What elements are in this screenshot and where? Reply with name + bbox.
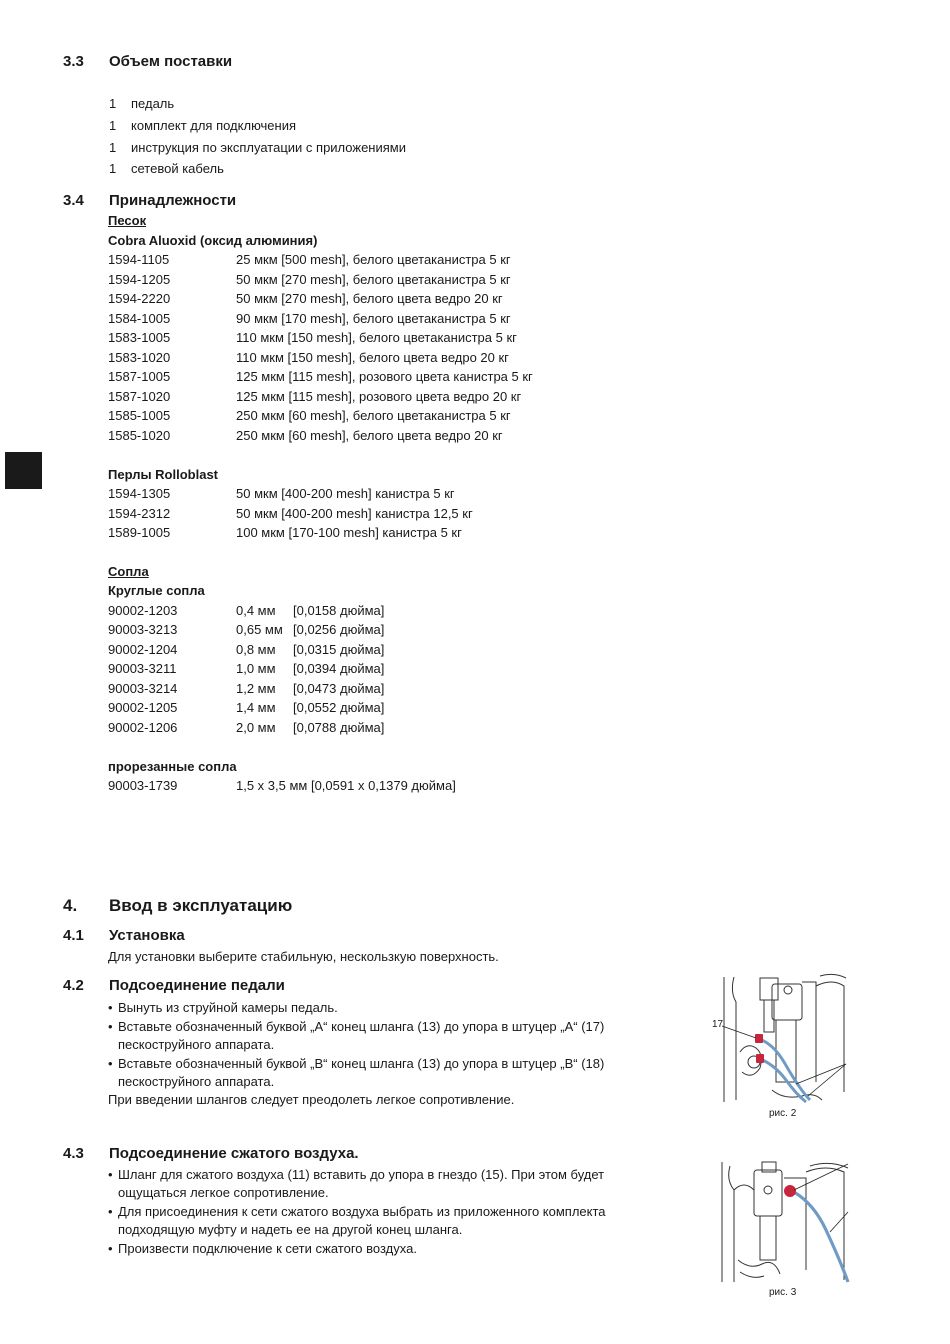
- round-nozzles-heading: Круглые сопла: [108, 583, 205, 598]
- article-code: 90003-3213: [108, 622, 178, 637]
- article-desc: 90 мкм [170 mesh], белого цветаканистра 5 кг: [236, 311, 511, 326]
- article-code: 90003-3214: [108, 681, 178, 696]
- section-title: Объем поставки: [109, 53, 233, 70]
- article-code: 1585-1005: [108, 408, 171, 423]
- delivery-qty: 1: [109, 118, 117, 133]
- article-desc: 50 мкм [270 mesh], белого цвета ведро 20 кг: [236, 291, 503, 306]
- section-number: 3.4: [63, 192, 84, 209]
- nozzle-inch: [0,0788 дюйма]: [293, 720, 385, 735]
- delivery-item: комплект для подключения: [131, 118, 297, 133]
- delivery-qty: 1: [109, 161, 117, 176]
- section-number: 3.3: [63, 53, 84, 70]
- section-title: Подсоединение педали: [109, 977, 285, 994]
- list-item: • Для присоединения к сети сжатого воздуха выбрать из приложенного комплекта подходящую муфту и надеть ее на другой конец шланга.: [108, 1204, 606, 1237]
- article-code: 1594-2220: [108, 291, 171, 306]
- nozzle-inch: [0,0315 дюйма]: [293, 642, 385, 657]
- figure-caption: рис. 3: [769, 1287, 797, 1298]
- article-code: 90002-1203: [108, 603, 178, 618]
- pedal-connection-figure: [712, 972, 852, 1106]
- nozzle-inch: [0,0158 дюйма]: [293, 603, 385, 618]
- article-desc: 125 мкм [115 mesh], розового цвета ведро 20 кг: [236, 389, 522, 404]
- nozzle-inch: [0,0256 дюйма]: [293, 622, 385, 637]
- article-desc: 1,5 x 3,5 мм [0,0591 x 0,1379 дюйма]: [236, 778, 456, 793]
- article-code: 90002-1206: [108, 720, 178, 735]
- article-code: 1583-1005: [108, 330, 171, 345]
- air-connection-figure: [714, 1160, 852, 1284]
- figure-callout-label: 17: [712, 1019, 724, 1030]
- nozzle-mm: 2,0 мм: [236, 720, 276, 735]
- pearls-heading: Перлы Rolloblast: [108, 467, 218, 482]
- article-code: 1594-1105: [108, 252, 170, 267]
- article-code: 1585-1020: [108, 428, 171, 443]
- nozzle-mm: 0,4 мм: [236, 603, 276, 618]
- sand-heading: Песок: [108, 213, 147, 228]
- nozzle-mm: 1,2 мм: [236, 681, 276, 696]
- delivery-qty: 1: [109, 96, 117, 111]
- chapter-tab-marker: [5, 452, 42, 489]
- list-item: • Вставьте обозначенный буквой „B“ конец шланга (13) до упора в штуцер „B“ (18) пескоструйного аппарата.: [108, 1056, 605, 1089]
- nozzle-mm: 0,65 мм: [236, 622, 283, 637]
- nozzle-inch: [0,0394 дюйма]: [293, 661, 385, 676]
- article-desc: 125 мкм [115 mesh], розового цвета канистра 5 кг: [236, 369, 533, 384]
- article-desc: 50 мкм [270 mesh], белого цветаканистра 5 кг: [236, 272, 511, 287]
- article-desc: 110 мкм [150 mesh], белого цвета ведро 20 кг: [236, 350, 509, 365]
- delivery-item: сетевой кабель: [131, 161, 224, 176]
- article-desc: 25 мкм [500 mesh], белого цветаканистра 5 кг: [236, 252, 511, 267]
- delivery-qty: 1: [109, 140, 117, 155]
- section-title: Подсоединение сжатого воздуха.: [109, 1145, 359, 1162]
- list-item: • Шланг для сжатого воздуха (11) вставить до упора в гнездо (15). При этом будет ощущаться легкое сопротивление.: [108, 1167, 605, 1200]
- list-item: • Произвести подключение к сети сжатого воздуха.: [108, 1241, 417, 1256]
- nozzle-mm: 1,0 мм: [236, 661, 276, 676]
- article-code: 1594-1205: [108, 272, 171, 287]
- figure-caption: рис. 2: [769, 1108, 797, 1119]
- article-desc: 50 мкм [400-200 mesh] канистра 12,5 кг: [236, 506, 473, 521]
- article-desc: 50 мкм [400-200 mesh] канистра 5 кг: [236, 486, 455, 501]
- slotted-nozzles-heading: прорезанные сопла: [108, 759, 237, 774]
- nozzle-mm: 0,8 мм: [236, 642, 276, 657]
- article-code: 90002-1205: [108, 700, 178, 715]
- aluoxid-heading: Cobra Aluoxid (оксид алюминия): [108, 233, 318, 248]
- article-desc: 100 мкм [170-100 mesh] канистра 5 кг: [236, 525, 462, 540]
- delivery-item: педаль: [131, 96, 175, 111]
- article-code: 1594-1305: [108, 486, 171, 501]
- nozzle-mm: 1,4 мм: [236, 700, 276, 715]
- article-code: 1587-1020: [108, 389, 171, 404]
- list-item: • Вынуть из струйной камеры педаль.: [108, 1000, 338, 1015]
- list-item: • Вставьте обозначенный буквой „A“ конец шланга (13) до упора в штуцер „A“ (17) пескоструйного аппарата.: [108, 1019, 605, 1052]
- nozzle-inch: [0,0552 дюйма]: [293, 700, 385, 715]
- nozzle-inch: [0,0473 дюйма]: [293, 681, 385, 696]
- article-code: 1587-1005: [108, 369, 171, 384]
- article-code: 1583-1020: [108, 350, 171, 365]
- delivery-item: инструкция по эксплуатации с приложениями: [131, 140, 406, 155]
- article-desc: 250 мкм [60 mesh], белого цвета ведро 20 кг: [236, 428, 503, 443]
- article-code: 90002-1204: [108, 642, 178, 657]
- article-code: 1594-2312: [108, 506, 171, 521]
- chapter-number: 4.: [63, 896, 78, 915]
- section-number: 4.1: [63, 927, 84, 944]
- article-code: 90003-1739: [108, 778, 178, 793]
- nozzles-heading: Сопла: [108, 564, 149, 579]
- article-desc: 250 мкм [60 mesh], белого цветаканистра 5 кг: [236, 408, 511, 423]
- section-title: Установка: [109, 927, 185, 944]
- paragraph: При введении шлангов следует преодолеть легкое сопротивление.: [108, 1092, 515, 1107]
- article-code: 1589-1005: [108, 525, 171, 540]
- article-desc: 110 мкм [150 mesh], белого цветаканистра 5 кг: [236, 330, 517, 345]
- section-number: 4.2: [63, 977, 84, 994]
- section-title: Принадлежности: [109, 192, 237, 209]
- section-number: 4.3: [63, 1145, 84, 1162]
- chapter-title: Ввод в эксплуатацию: [109, 896, 293, 915]
- paragraph: Для установки выберите стабильную, нескользкую поверхность.: [108, 949, 499, 964]
- article-code: 90003-3211: [108, 661, 177, 676]
- article-code: 1584-1005: [108, 311, 171, 326]
